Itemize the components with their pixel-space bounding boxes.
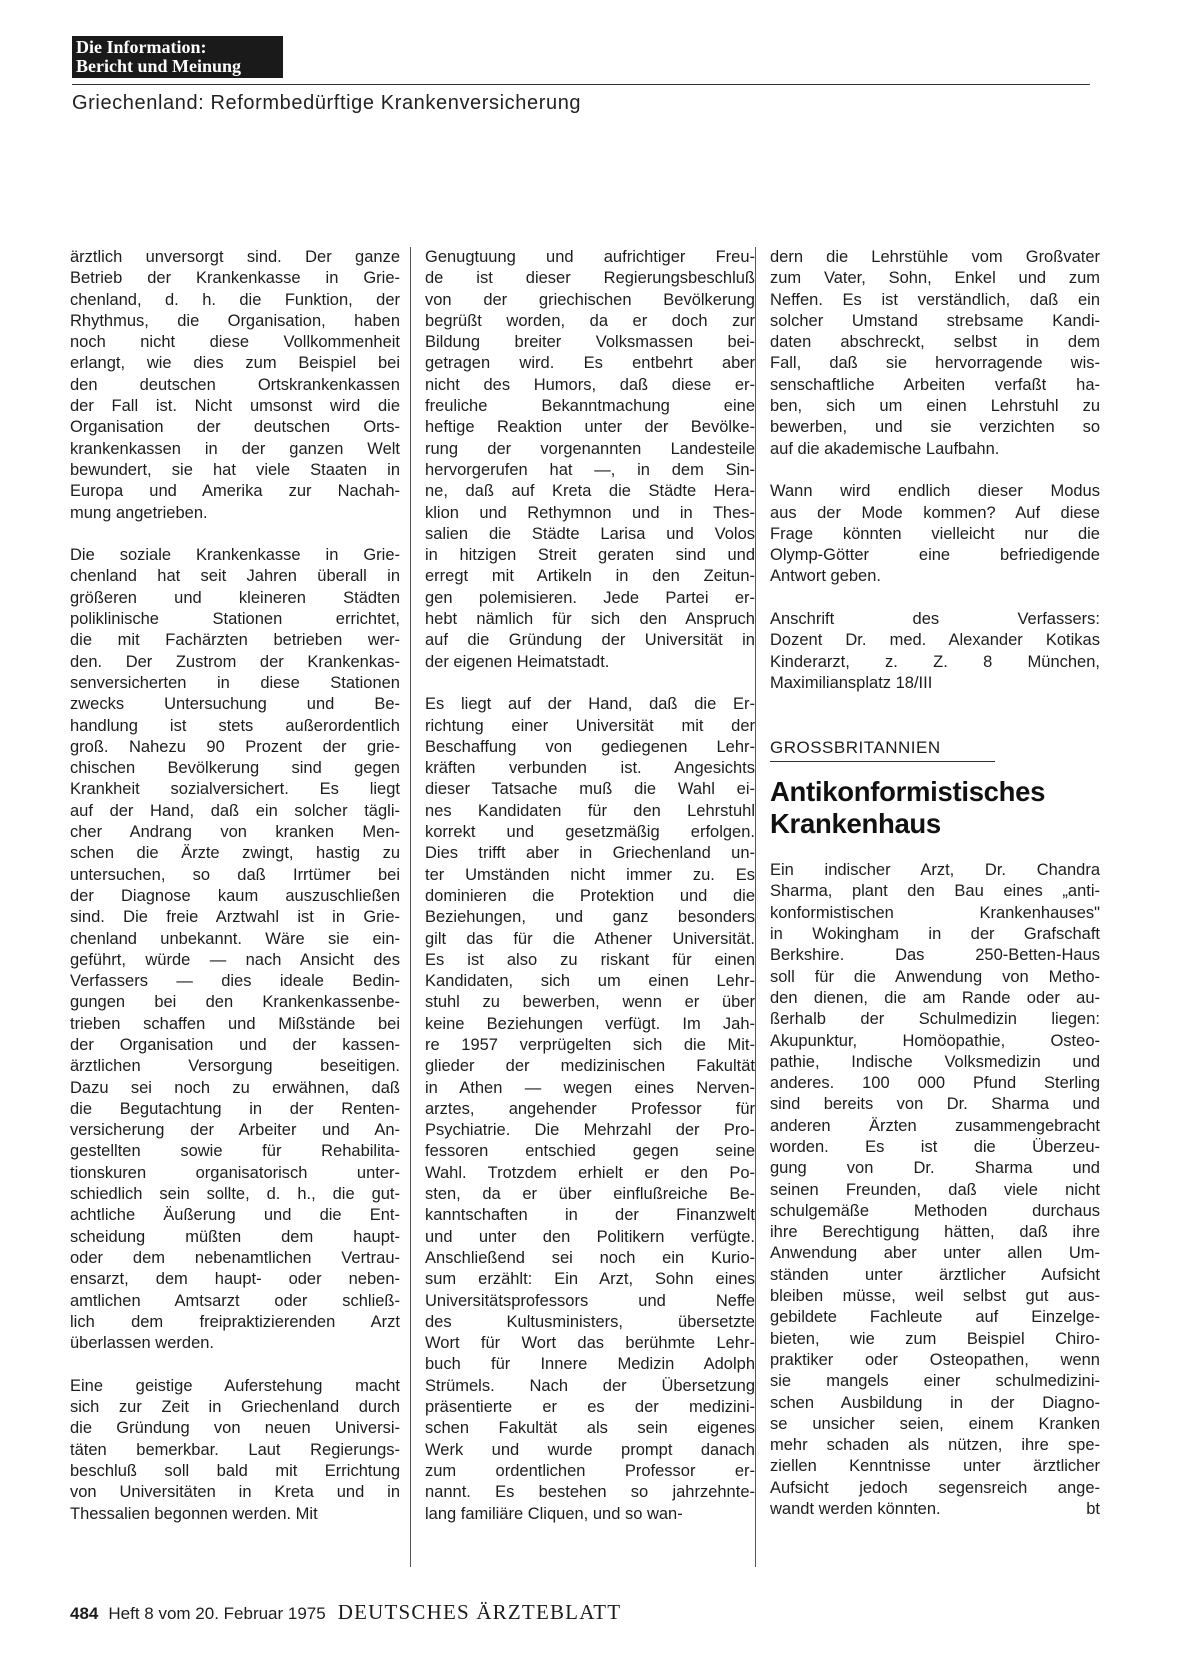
text-column-3	[770, 247, 1100, 1520]
headline-line-2: Krankenhaus	[770, 808, 941, 840]
text-line: Aufsicht jedoch segensreich ange-	[770, 1478, 1100, 1497]
text-line: den. Der Zustrom der Krankenkas-	[70, 652, 400, 671]
text-line: erregt mit Artikeln in den Zeitun-	[425, 567, 755, 586]
text-line: richtung einer Universität mit der	[425, 716, 755, 735]
article-body	[770, 860, 1100, 1520]
text-line: re 1957 verprügelten sich die Mit-	[425, 1035, 755, 1054]
text-line: Dozent Dr. med. Alexander Kotikas	[770, 631, 1100, 650]
text-line: senversicherten in diese Stationen	[70, 673, 400, 692]
text-line: Bildung breiter Volksmassen bei-	[425, 333, 755, 352]
text-line: freuliche Bekanntmachung eine	[425, 397, 755, 416]
text-line: daten abschreckt, selbst in dem	[770, 333, 1100, 352]
text-line: von der griechischen Bevölkerung	[425, 290, 755, 309]
text-line: groß. Nahezu 90 Prozent der grie-	[70, 737, 400, 756]
text-line: Ein indischer Arzt, Dr. Chandra	[770, 861, 1100, 880]
rubric-line-1: Die Information:	[76, 37, 207, 57]
text-line: Genugtuung und aufrichtiger Freu-	[425, 248, 755, 266]
text-line: Berkshire. Das 250-Betten-Haus	[770, 946, 1100, 965]
text-line: sind. Die freie Arztwahl ist in Grie-	[70, 908, 400, 927]
article-ending	[770, 247, 1100, 694]
text-line: Beziehungen, und ganz besonders	[425, 908, 755, 927]
text-line: Neffen. Es ist verständlich, daß ein	[770, 290, 1100, 309]
text-line: solcher Umstand strebsame Kandi-	[770, 311, 1100, 330]
text-line: hebt nämlich für sich den Anspruch	[425, 610, 755, 629]
text-line: fessoren entschied gegen seine	[425, 1142, 755, 1161]
text-line: Organisation der deutschen Orts-	[70, 418, 400, 437]
text-line: gen polemisieren. Jede Partei er-	[425, 588, 755, 607]
text-line: trieben schaffen und Mißstände bei	[70, 1014, 400, 1033]
text-line: erlangt, wie dies zum Beispiel bei	[70, 354, 400, 373]
text-line: kanntschaften in der Finanzwelt	[425, 1206, 755, 1225]
rubric-line-2: Bericht und Meinung	[76, 56, 242, 76]
text-line: achtliche Äußerung und die Ent-	[70, 1206, 400, 1225]
column-rule-2	[755, 247, 756, 1567]
text-line: Anschließend sei noch ein Kurio-	[425, 1248, 755, 1267]
text-line: ihre Berechtigung hätten, daß ihre	[770, 1223, 1100, 1242]
text-line: salien die Städte Larisa und Volos	[425, 524, 755, 543]
text-line: anderen Ärzten zusammengebracht	[770, 1116, 1100, 1135]
text-line: gung von Dr. Sharma und	[770, 1159, 1100, 1178]
text-line: dern die Lehrstühle vom Großvater	[770, 248, 1100, 266]
text-line: chenland, d. h. die Funktion, der	[70, 290, 400, 309]
text-line: Betrieb der Krankenkasse in Grie-	[70, 269, 400, 288]
text-line: Anschrift des Verfassers:	[770, 610, 1100, 629]
text-line: ter Umständen nicht immer zu. Es	[425, 865, 755, 884]
text-line: getragen wird. Es entbehrt aber	[425, 354, 755, 373]
text-line: se unsicher seien, einem Kranken	[770, 1414, 1100, 1433]
text-line: lang familiäre Cliquen, und so wan-	[425, 1504, 683, 1523]
text-line: soll für die Anwendung von Metho-	[770, 967, 1100, 986]
text-line: ständen unter ärztlicher Aufsicht	[770, 1265, 1100, 1284]
text-line: arztes, angehender Professor für	[425, 1099, 755, 1118]
text-line: amtlichen Amtsarzt oder schließ-	[70, 1291, 400, 1310]
text-line: Europa und Amerika zur Nachah-	[70, 482, 400, 501]
text-line: nicht des Humors, daß diese er-	[425, 375, 755, 394]
text-line: ne, daß auf Kreta die Städte Hera-	[425, 482, 755, 501]
text-line: überlassen werden.	[70, 1334, 215, 1353]
text-line: Antwort geben.	[770, 567, 881, 586]
paragraph-gap	[70, 524, 400, 545]
text-line: hervorgerufen hat —, in dem Sin-	[425, 460, 755, 479]
column-rule-1	[410, 247, 411, 1567]
text-line: den dienen, die am Rande oder au-	[770, 988, 1100, 1007]
text-line: Olymp-Götter eine befriedigende	[770, 546, 1100, 565]
text-line: der Fall ist. Nicht umsonst wird die	[70, 397, 400, 416]
text-line: ensarzt, dem haupt- oder neben-	[70, 1270, 400, 1289]
text-line: poliklinische Stationen errichtet,	[70, 610, 400, 629]
text-line: beschluß soll bald mit Errichtung	[70, 1461, 400, 1480]
text-line: sind bereits von Dr. Sharma und	[770, 1095, 1100, 1114]
text-line: wandt werden könnten. bt	[770, 1499, 1100, 1520]
paragraph-gap	[770, 460, 1100, 481]
text-line: Frage könnten vielleicht nur die	[770, 524, 1100, 543]
text-line: sich zur Zeit in Griechenland durch	[70, 1398, 400, 1417]
paragraph-gap	[425, 673, 755, 694]
text-line: konformistischen Krankenhauses"	[770, 903, 1100, 922]
text-line: korrekt und gesetzmäßig erfolgen.	[425, 823, 755, 842]
text-line: Beschaffung von gediegenen Lehr-	[425, 737, 755, 756]
section-label: GROSSBRITANNIEN	[770, 737, 995, 762]
text-line: Fall, daß sie hervorragende wis-	[770, 354, 1100, 373]
text-line: tionskuren organisatorisch unter-	[70, 1163, 400, 1182]
text-line: Es liegt auf der Hand, daß die Er-	[425, 695, 755, 714]
text-line: cher Andrang von kranken Men-	[70, 823, 400, 842]
text-line: mung angetrieben.	[70, 503, 208, 522]
text-line: Akupunktur, Homöopathie, Osteo-	[770, 1031, 1100, 1050]
text-line: de ist dieser Regierungsbeschluß	[425, 269, 755, 288]
text-line: in Wokingham in der Grafschaft	[770, 925, 1100, 944]
text-line: ärztlich unversorgt sind. Der ganze	[70, 248, 400, 266]
text-line: senschaftliche Arbeiten verfaßt ha-	[770, 375, 1100, 394]
text-line: kräften verbunden ist. Angesichts	[425, 759, 755, 778]
text-line: oder dem nebenamtlichen Vertrau-	[70, 1248, 400, 1267]
text-line: zum Vater, Sohn, Enkel und zum	[770, 269, 1100, 288]
running-title: Griechenland: Reformbedürftige Krankenversicherung	[72, 92, 582, 114]
text-line: größeren und kleineren Städten	[70, 588, 400, 607]
text-line: die Begutachtung in der Renten-	[70, 1099, 400, 1118]
text-line: mehr schaden als nützen, ihre spe-	[770, 1436, 1100, 1455]
text-line: in Athen — wegen eines Nerven-	[425, 1078, 755, 1097]
text-line: Anwendung aber unter allen Um-	[770, 1244, 1100, 1263]
text-line: gestellten sowie für Rehabilita-	[70, 1142, 400, 1161]
text-line: sten, da er über einflußreiche Be-	[425, 1185, 755, 1204]
text-line: buch für Innere Medizin Adolph	[425, 1355, 755, 1374]
text-line: dieser Tatsache muß die Wahl ei-	[425, 780, 755, 799]
text-line: Psychiatrie. Die Mehrzahl der Pro-	[425, 1121, 755, 1140]
text-line: schen Fakultät als sein eigenes	[425, 1419, 755, 1438]
text-line: Wort für Wort das berühmte Lehr-	[425, 1334, 755, 1353]
text-line: des Kultusministers, übersetzte	[425, 1312, 755, 1331]
text-line: gilt das für die Athener Universität.	[425, 929, 755, 948]
text-line: handlung ist stets außerordentlich	[70, 716, 400, 735]
text-line: in hitzigen Streit geraten sind und	[425, 546, 755, 565]
text-line: die Gründung von neuen Universi-	[70, 1419, 400, 1438]
article-headline	[770, 776, 1100, 840]
text-line: untersuchen, so daß Irrtümer bei	[70, 865, 400, 884]
text-line: bewerben, und sie verzichten so	[770, 418, 1100, 437]
text-line: Maximiliansplatz 18/III	[770, 673, 933, 692]
text-line: schen Ausbildung in der Diagno-	[770, 1393, 1100, 1412]
text-line: auf die akademische Laufbahn.	[770, 439, 1000, 458]
text-line: chenland hat seit Jahren überall in	[70, 567, 400, 586]
text-line: seinen Freunden, daß viele nicht	[770, 1180, 1100, 1199]
text-line: Universitätsprofessors und Neffe	[425, 1291, 755, 1310]
text-line: ßerhalb der Schulmedizin liegen:	[770, 1010, 1100, 1029]
text-line: Krankheit sozialversichert. Es liegt	[70, 780, 400, 799]
text-line: auf die Gründung der Universität in	[425, 631, 755, 650]
text-line: Dies trifft aber in Griechenland un-	[425, 844, 755, 863]
text-line: nes Kandidaten für den Lehrstuhl	[425, 801, 755, 820]
header-rule	[72, 84, 1090, 85]
text-line: Thessalien begonnen werden. Mit	[70, 1504, 318, 1523]
text-line: bewundert, sie hat viele Staaten in	[70, 460, 400, 479]
text-line: präsentierte er es der medizini-	[425, 1398, 755, 1417]
text-line: klion und Rethymnon und in Thes-	[425, 503, 755, 522]
text-line: worden. Es ist die Überzeu-	[770, 1137, 1100, 1156]
text-line: anderes. 100 000 Pfund Sterling	[770, 1074, 1100, 1093]
text-column-2	[425, 247, 755, 1525]
text-line: zwecks Untersuchung und Be-	[70, 695, 400, 714]
text-line: geführt, würde — nach Ansicht des	[70, 950, 400, 969]
paragraph-gap	[70, 1354, 400, 1375]
text-line: stuhl zu bewerben, wenn er über	[425, 993, 755, 1012]
text-line: Sharma, plant den Bau eines „anti-	[770, 882, 1100, 901]
text-line: nannt. Es bestehen so jahrzehnte-	[425, 1483, 755, 1502]
text-line: dominieren die Protektion und die	[425, 886, 755, 905]
text-line: täten bemerkbar. Laut Regierungs-	[70, 1440, 400, 1459]
text-line: Kandidaten, sich um einen Lehr-	[425, 972, 755, 991]
text-line: bieten, wie zum Beispiel Chiro-	[770, 1329, 1100, 1348]
text-line: rung der vorgenannten Landesteile	[425, 439, 755, 458]
text-line: Es ist also zu riskant für einen	[425, 950, 755, 969]
text-line: zum ordentlichen Professor er-	[425, 1461, 755, 1480]
text-line: der Organisation und der kassen-	[70, 1035, 400, 1054]
paragraph-gap	[770, 588, 1100, 609]
text-line: bleiben müsse, weil selbst gut aus-	[770, 1287, 1100, 1306]
text-line: lich dem freipraktizierenden Arzt	[70, 1312, 400, 1331]
text-line: Verfassers — dies ideale Bedin-	[70, 972, 400, 991]
page-footer	[70, 1600, 621, 1625]
text-line: ärztlichen Versorgung beseitigen.	[70, 1057, 400, 1076]
issue-info: Heft 8 vom 20. Februar 1975	[108, 1604, 326, 1623]
text-line: gungen bei den Krankenkassenbe-	[70, 993, 400, 1012]
text-line: ziellen Kenntnisse unter ärztlicher	[770, 1457, 1100, 1476]
text-line: ben, sich um einen Lehrstuhl zu	[770, 397, 1100, 416]
text-line: gebildete Fachleute auf Einzelge-	[770, 1308, 1100, 1327]
text-line: schulgemäße Methoden durchaus	[770, 1201, 1100, 1220]
text-line: scheidung müßten dem haupt-	[70, 1227, 400, 1246]
text-line: versicherung der Arbeiter und An-	[70, 1121, 400, 1140]
section-rubric	[72, 36, 283, 78]
text-line: Die soziale Krankenkasse in Grie-	[70, 546, 400, 565]
text-line: Dazu sei noch zu erwähnen, daß	[70, 1078, 400, 1097]
text-line: sum erzählt: Ein Arzt, Sohn eines	[425, 1270, 755, 1289]
text-line: Rhythmus, die Organisation, haben	[70, 311, 400, 330]
journal-name: DEUTSCHES ÄRZTEBLATT	[337, 1600, 622, 1624]
text-line: Werk und wurde prompt danach	[425, 1440, 755, 1459]
text-line: der Diagnose kaum auszuschließen	[70, 886, 400, 905]
text-line: praktiker oder Osteopathen, wenn	[770, 1350, 1100, 1369]
text-line: glieder der medizinischen Fakultät	[425, 1057, 755, 1076]
text-line: sie mangels einer schulmedizini-	[770, 1372, 1100, 1391]
text-line: Strümels. Nach der Übersetzung	[425, 1376, 755, 1395]
text-line: auf der Hand, daß ein solcher tägli-	[70, 801, 400, 820]
text-line: von Universitäten in Kreta und in	[70, 1483, 400, 1502]
text-line: und unter den Politikern verfügte.	[425, 1227, 755, 1246]
text-line: pathie, Indische Volksmedizin und	[770, 1052, 1100, 1071]
text-line: heftige Reaktion unter der Bevölke-	[425, 418, 755, 437]
author-signature: bt	[1086, 1500, 1100, 1519]
text-line: schiedlich sein sollte, d. h., die gut-	[70, 1185, 400, 1204]
headline-line-1: Antikonformistisches	[770, 776, 1046, 808]
text-column-1	[70, 247, 400, 1525]
text-line: krankenkassen in der ganzen Welt	[70, 439, 400, 458]
text-line: noch nicht diese Vollkommenheit	[70, 333, 400, 352]
text-line: keine Beziehungen verfügt. Im Jah-	[425, 1014, 755, 1033]
text-line: der eigenen Heimatstadt.	[425, 652, 610, 671]
text-line: begrüßt worden, da er doch zur	[425, 311, 755, 330]
text-line: Eine geistige Auferstehung macht	[70, 1376, 400, 1395]
text-line: die mit Fachärzten betrieben wer-	[70, 631, 400, 650]
text-line: Kinderarzt, z. Z. 8 München,	[770, 652, 1100, 671]
text-line: Wann wird endlich dieser Modus	[770, 482, 1100, 501]
text-line: chischen Bevölkerung sind gegen	[70, 759, 400, 778]
page-number: 484	[70, 1604, 99, 1623]
text-line: aus der Mode kommen? Auf diese	[770, 503, 1100, 522]
text-line: schen die Ärzte zwingt, hastig zu	[70, 844, 400, 863]
text-line: chenland unbekannt. Wäre sie ein-	[70, 929, 400, 948]
text-line: Wahl. Trotzdem erhielt er den Po-	[425, 1163, 755, 1182]
text-line: den deutschen Ortskrankenkassen	[70, 375, 400, 394]
